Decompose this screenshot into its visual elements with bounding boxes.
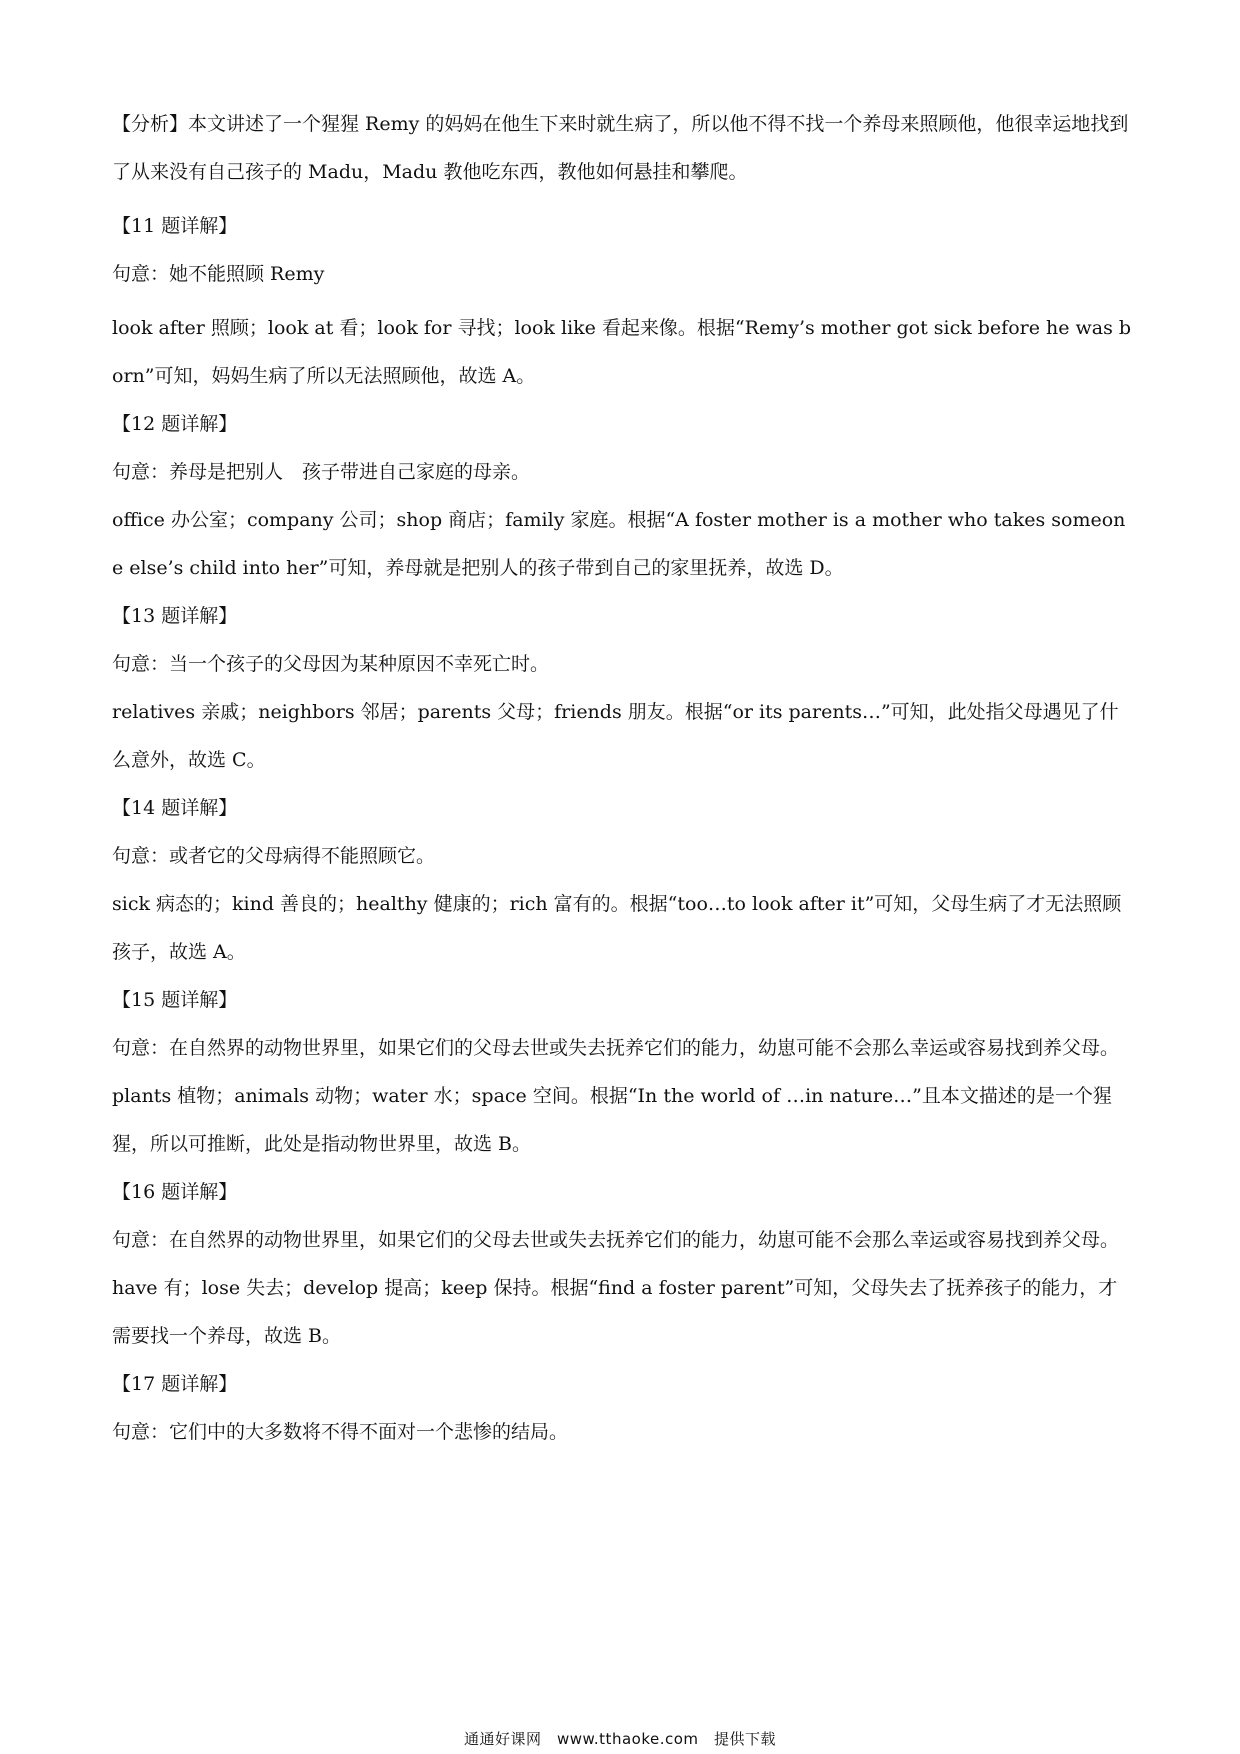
section-heading: 【12 题详解】: [112, 413, 238, 435]
section-meaning: 句意：它们中的大多数将不得不面对一个悲惨的结局。: [112, 1421, 569, 1443]
section-heading: 【11 题详解】: [112, 215, 238, 237]
section-explanation: have 有；lose 失去；develop 提高；keep 保持。根据“find a foster parent”可知，父母失去了抚养孩子的能力，才需要找一个养母，故选 B。: [112, 1277, 1118, 1347]
section-explanation: look after 照顾；look at 看；look for 寻找；look like 看起来像。根据“Remy’s mother got sick before he was born”可知，妈妈生病了所以无法照顾他，故选 A。: [112, 317, 1132, 387]
section-heading: 【16 题详解】: [112, 1181, 238, 1203]
section-meaning: 句意：或者它的父母病得不能照顾它。: [112, 845, 436, 867]
section-heading: 【17 题详解】: [112, 1373, 238, 1395]
section-meaning: 句意：在自然界的动物世界里，如果它们的父母去世或失去抚养它们的能力，幼崽可能不会那么幸运或容易找到养父母。: [112, 1229, 1120, 1251]
section-heading: 【14 题详解】: [112, 797, 238, 819]
document-body: [112, 100, 1132, 1456]
analysis-paragraph: 【分析】本文讲述了一个猩猩 Remy 的妈妈在他生下来时就生病了，所以他不得不找一个养母来照顾他，他很幸运地找到了从来没有自己孩子的 Madu，Madu 教他吃东西，教他如何悬挂和攀爬。: [112, 113, 1129, 183]
section-explanation: plants 植物；animals 动物；water 水；space 空间。根据“In the world of …in nature…”且本文描述的是一个猩猩，所以可推断，此处是指动物世界里，故选 B。: [112, 1085, 1112, 1155]
section-meaning: 句意：她不能照顾 Remy: [112, 263, 325, 285]
section-heading: 【13 题详解】: [112, 605, 238, 627]
section-meaning: 句意：养母是把别人 孩子带进自己家庭的母亲。: [112, 461, 531, 483]
section-heading: 【15 题详解】: [112, 989, 238, 1011]
page-footer: 通通好课网 www.tthaoke.com 提供下载: [463, 1730, 777, 1748]
section-explanation: relatives 亲戚；neighbors 邻居；parents 父母；friends 朋友。根据“or its parents…”可知，此处指父母遇见了什么意外，故选 C。: [112, 701, 1119, 771]
section-explanation: office 办公室；company 公司；shop 商店；family 家庭。根据“A foster mother is a mother who takes someone else’s child into her”可知，养母就是把别人的孩子带到自己的家里抚养，故选 D。: [112, 509, 1126, 579]
section-explanation: sick 病态的；kind 善良的；healthy 健康的；rich 富有的。根据“too…to look after it”可知，父母生病了才无法照顾孩子，故选 A。: [112, 893, 1122, 963]
section-meaning: 句意：在自然界的动物世界里，如果它们的父母去世或失去抚养它们的能力，幼崽可能不会那么幸运或容易找到养父母。: [112, 1037, 1120, 1059]
section-meaning: 句意：当一个孩子的父母因为某种原因不幸死亡时。: [112, 653, 550, 675]
